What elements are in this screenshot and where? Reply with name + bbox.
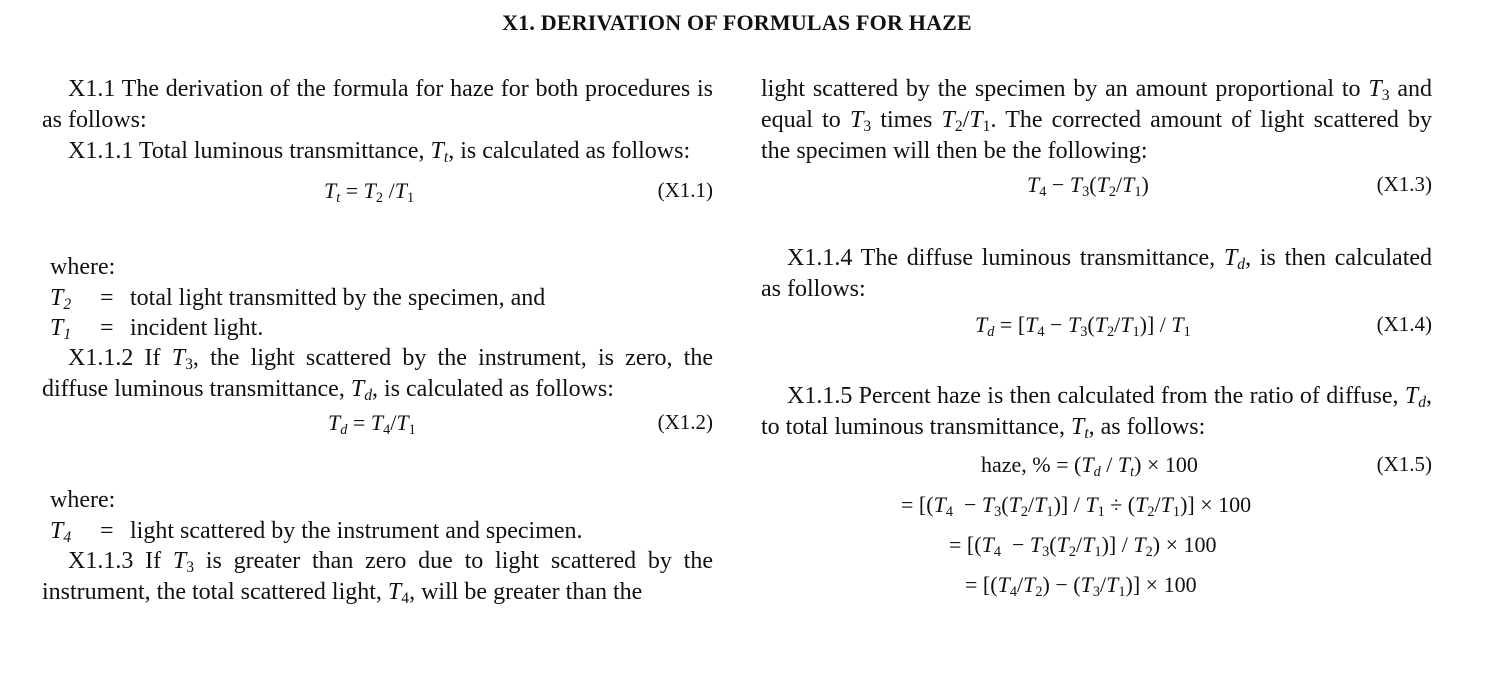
paragraph-x1-1-2: X1.1.2 If $T_3$, the light scattered by the instrument, is zero, the diffuse luminous transmittance, $T_d$, is calculated as follows:: [42, 345, 714, 404]
definition-t2: $T_2$ = total light transmitted by the specimen, and: [50, 285, 546, 313]
equation-x1-4: $T_d = [T_4 - T_3(T_2/T_1)] / T_1$ (X1.4): [761, 309, 1432, 343]
definition-t1: $T_1$ = incident light.: [50, 315, 264, 343]
equation-x1-5-step3: = $[(T_4 - T_3(T_2/T_1)] / T_2) \times 100$: [949, 532, 1217, 560]
equation-number: (X1.2): [657, 410, 713, 434]
paragraph-continued: light scattered by the specimen by an amount proportional to $T_3$ and equal to $T_3$ times $T_2/T_1$. The corrected amount of light scattered by the specimen will then be the following:: [761, 76, 1433, 164]
equation-number: (X1.4): [1376, 312, 1432, 336]
equation-x1-5: haze, % = $(T_d / T_t) \times 100$ (X1.5): [761, 449, 1432, 489]
equation-x1-5-step2: = $[(T_4 - T_3(T_2/T_1)] / T_1 \div (T_2/T_1)] \times 100$: [901, 492, 1252, 520]
right-column: [761, 74, 1432, 609]
paragraph-x1-1-1: X1.1.1 Total luminous transmittance, $T_t$, is calculated as follows:: [68, 138, 691, 166]
paragraph-x1-1-5: X1.1.5 Percent haze is then calculated from the ratio of diffuse, $T_d$, to total luminous transmittance, $T_t$, as follows:: [761, 383, 1432, 442]
equation-x1-2: $T_d = T_4/T_1$ (X1.2): [42, 407, 713, 441]
definition-t4: $T_4$ = light scattered by the instrument and specimen.: [50, 518, 583, 546]
paragraph-x1-1: X1.1 The derivation of the formula for haze for both procedures is as follows:: [42, 76, 713, 133]
equation-number: (X1.5): [1376, 452, 1432, 476]
paragraph-x1-1-4: X1.1.4 The diffuse luminous transmittance, $T_d$, is then calculated as follows:: [761, 245, 1433, 302]
equation-x1-3: $T_4 - T_3(T_2/T_1)$ (X1.3): [761, 169, 1432, 203]
equation-x1-1: $T_t = T_2$ $/T_1$ (X1.1): [42, 175, 713, 209]
where-label: where:: [50, 487, 116, 513]
left-column: [42, 74, 713, 608]
equation-x1-5-step4: = $[(T_4/T_2) - (T_3/T_1)] \times 100$: [965, 572, 1197, 600]
paragraph-x1-1-3: X1.1.3 If $T_3$ is greater than zero due to light scattered by the instrument, the total scattered light, $T_4$, will be greater than the: [42, 548, 714, 607]
where-label: where:: [50, 254, 116, 280]
page-title: X1. DERIVATION OF FORMULAS FOR HAZE: [502, 10, 972, 35]
equation-number: (X1.3): [1376, 172, 1432, 196]
equation-number: (X1.1): [657, 178, 713, 202]
